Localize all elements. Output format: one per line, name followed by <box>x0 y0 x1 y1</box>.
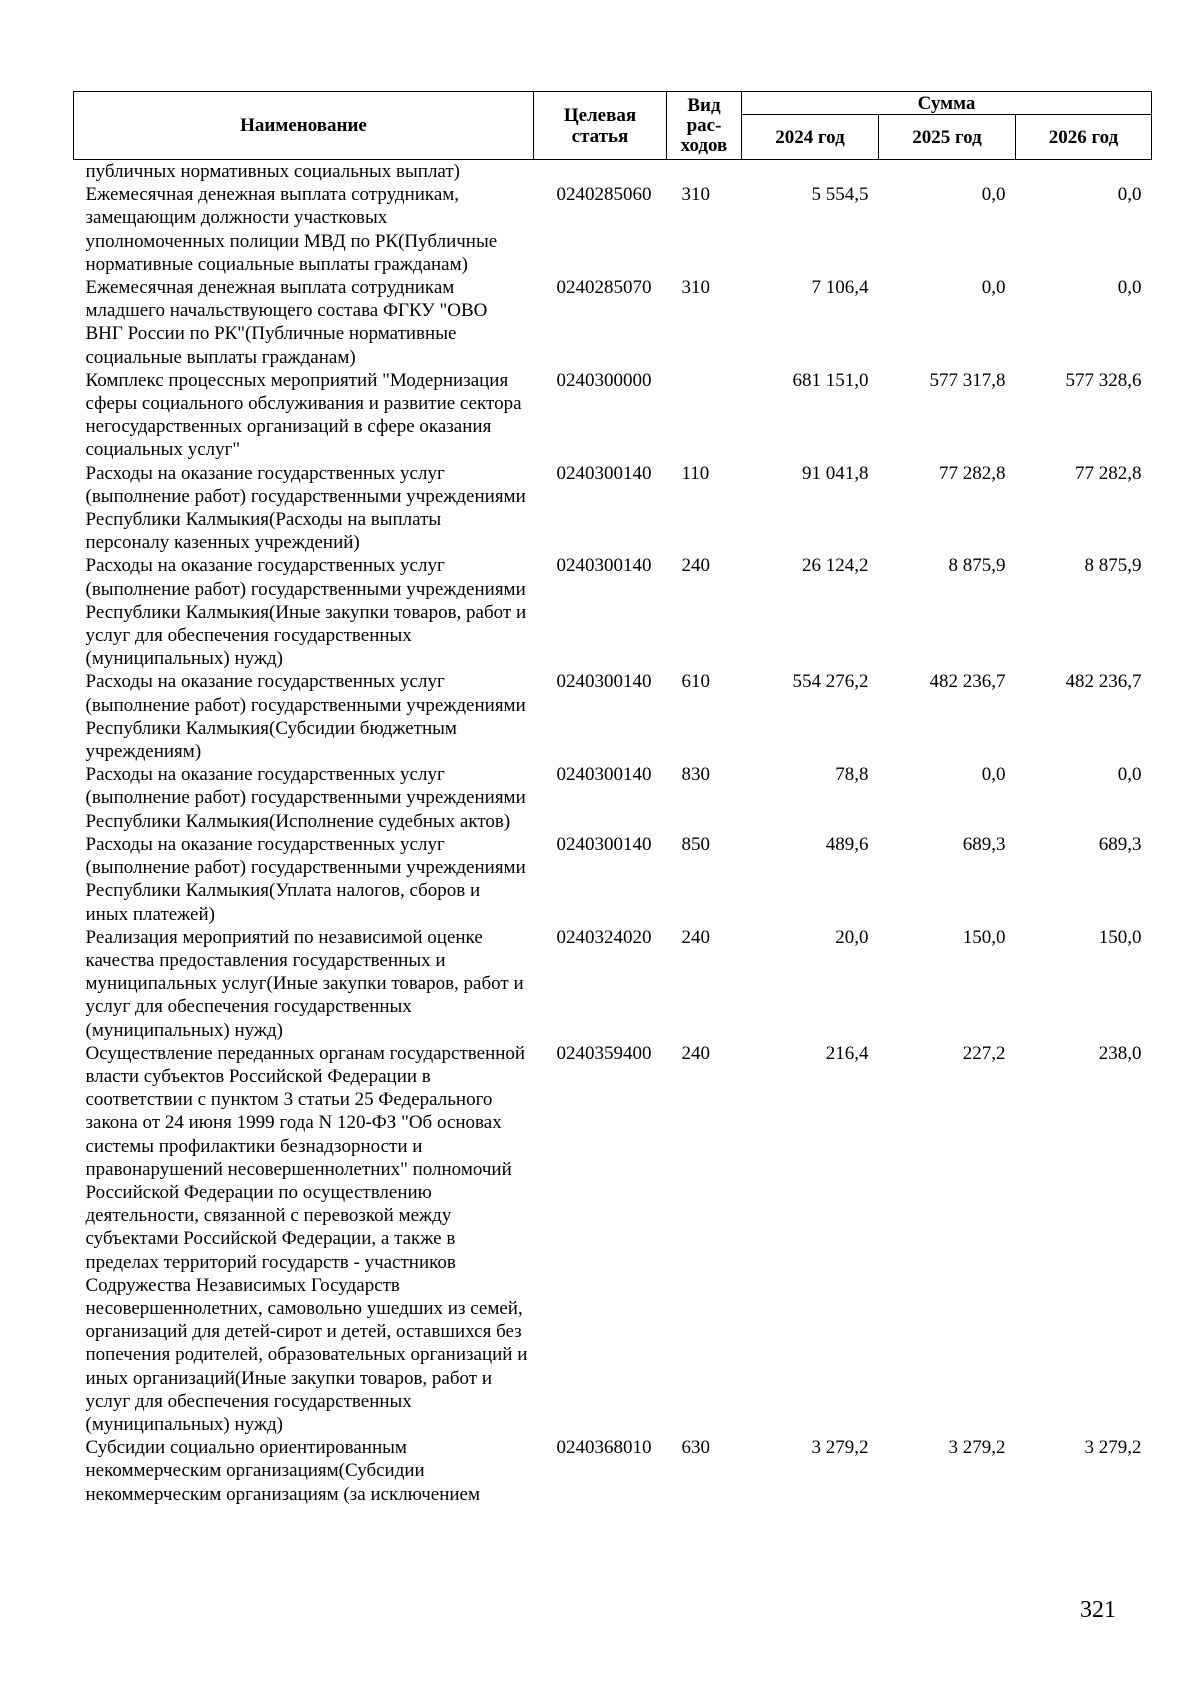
row-kind: 310 <box>681 184 710 206</box>
row-kind: 610 <box>681 671 710 693</box>
table-row <box>74 1042 1152 1436</box>
row-amount-2025: 0,0 <box>981 184 1006 206</box>
row-amount-2024: 489,6 <box>825 833 869 855</box>
table-row <box>74 183 1152 276</box>
row-amount-2024: 3 279,2 <box>811 1437 869 1459</box>
row-amount-2026 <box>1016 160 1152 184</box>
row-code <box>534 160 667 184</box>
row-amount-2025: 3 279,2 <box>948 1437 1006 1459</box>
row-amount-2025: 0,0 <box>981 277 1006 299</box>
table-row <box>74 462 1152 555</box>
row-code: 0240359400 <box>556 1042 652 1064</box>
table-row <box>74 833 1152 926</box>
row-name: публичных нормативных социальных выплат) <box>85 161 460 182</box>
row-amount-2025: 0,0 <box>981 764 1006 786</box>
table-row <box>74 763 1152 833</box>
header-year-2026: 2026 год <box>1016 115 1152 160</box>
row-kind: 240 <box>681 555 710 577</box>
table-row <box>74 1436 1152 1506</box>
row-name: Расходы на оказание государственных услуг (выполнение работ) государственными учреждениями Республики Калмыкия(Уплата налогов, сборов и иных платежей) <box>85 833 526 925</box>
row-amount-2025: 482 236,7 <box>929 671 1006 693</box>
row-code: 0240300140 <box>556 764 652 786</box>
row-amount-2026: 577 328,6 <box>1065 369 1142 391</box>
row-code: 0240285060 <box>556 184 652 206</box>
row-amount-2025: 577 317,8 <box>929 369 1006 391</box>
row-amount-2026: 482 236,7 <box>1065 671 1142 693</box>
table-row <box>74 926 1152 1042</box>
table-row <box>74 160 1152 184</box>
row-kind: 310 <box>681 277 710 299</box>
row-amount-2026: 3 279,2 <box>1084 1437 1142 1459</box>
row-name: Реализация мероприятий по независимой оценке качества предоставления государственных и муниципальных услуг(Иные закупки товаров, работ и услуг для обеспечения государственных (муниципальных) нужд) <box>85 926 524 1041</box>
row-amount-2024: 681 151,0 <box>792 369 869 391</box>
row-kind <box>667 369 742 462</box>
header-name: Наименование <box>74 92 534 160</box>
row-name: Расходы на оказание государственных услуг (выполнение работ) государственными учреждениями Республики Калмыкия(Иные закупки товаров, работ и услуг для обеспечения государственных (муниципальных) нужд) <box>85 555 527 670</box>
row-amount-2024: 20,0 <box>835 926 869 948</box>
row-kind <box>667 160 742 184</box>
table-row <box>74 369 1152 462</box>
row-kind: 830 <box>681 764 710 786</box>
row-amount-2026: 0,0 <box>1117 184 1142 206</box>
row-amount-2024: 91 041,8 <box>802 462 869 484</box>
page-number: 321 <box>1080 1597 1116 1623</box>
row-amount-2025: 227,2 <box>962 1042 1006 1064</box>
row-amount-2026: 0,0 <box>1117 277 1142 299</box>
row-amount-2024: 78,8 <box>835 764 869 786</box>
row-kind: 850 <box>681 833 710 855</box>
row-kind: 110 <box>681 462 710 484</box>
row-name: Расходы на оказание государственных услуг (выполнение работ) государственными учреждениями Республики Калмыкия(Исполнение судебных актов) <box>85 764 526 832</box>
row-amount-2024: 216,4 <box>825 1042 869 1064</box>
header-year-2025: 2025 год <box>879 115 1016 160</box>
row-kind: 240 <box>681 1042 710 1064</box>
row-name: Ежемесячная денежная выплата сотрудникам, замещающим должности участковых уполномоченных полиции МВД по РК(Публичные нормативные социальные выплаты гражданам) <box>85 184 498 275</box>
row-amount-2024: 7 106,4 <box>811 277 869 299</box>
row-name: Расходы на оказание государственных услуг (выполнение работ) государственными учреждениями Республики Калмыкия(Расходы на выплаты персоналу казенных учреждений) <box>85 462 526 554</box>
table-row <box>74 670 1152 763</box>
table-row <box>74 554 1152 670</box>
row-name: Осуществление переданных органам государственной власти субъектов Российской Федерации в соответствии с пунктом 3 статьи 25 Федерального закона от 24 июня 1999 года N 120-ФЗ "Об основах системы профилактики безнадзорности и правонарушений несовершеннолетних" полномочий Российской Федерации по осуществлению деятельности, связанной с перевозкой между субъектами Российской Федерации, а также в пределах территорий государств - участников Содружества Независимых Государств несовершеннолетних, самовольно ушедших из семей, организаций для детей-сирот и детей, оставшихся без попечения родителей, образовательных организаций и иных организаций(Иные закупки товаров, работ и услуг для обеспечения государственных (муниципальных) нужд) <box>85 1042 528 1435</box>
row-code: 0240300140 <box>556 462 652 484</box>
row-amount-2026: 77 282,8 <box>1075 462 1142 484</box>
row-code: 0240300140 <box>556 555 652 577</box>
row-name: Ежемесячная денежная выплата сотрудникам младшего начальствующего состава ФГКУ "ОВО ВНГ России по РК"(Публичные нормативные социальные выплаты гражданам) <box>85 277 488 368</box>
row-code: 0240324020 <box>556 926 652 948</box>
row-name: Субсидии социально ориентированным некоммерческим организациям(Субсидии некоммерческим организациям (за исключением <box>85 1437 481 1505</box>
row-amount-2026: 150,0 <box>1098 926 1142 948</box>
row-code: 0240368010 <box>556 1437 652 1459</box>
table-row <box>74 276 1152 369</box>
row-kind: 630 <box>681 1437 710 1459</box>
row-code: 0240300000 <box>556 369 652 391</box>
row-amount-2025 <box>879 160 1016 184</box>
budget-table <box>73 91 1152 1506</box>
header-code: Целевая статья <box>534 92 667 160</box>
row-code: 0240285070 <box>556 277 652 299</box>
row-amount-2024: 5 554,5 <box>811 184 869 206</box>
row-amount-2025: 689,3 <box>962 833 1006 855</box>
row-amount-2025: 8 875,9 <box>948 555 1006 577</box>
row-amount-2024: 26 124,2 <box>802 555 869 577</box>
row-amount-2026: 8 875,9 <box>1084 555 1142 577</box>
row-amount-2026: 689,3 <box>1098 833 1142 855</box>
row-name: Расходы на оказание государственных услуг (выполнение работ) государственными учреждениями Республики Калмыкия(Субсидии бюджетным учреждениям) <box>85 671 526 763</box>
row-amount-2026: 238,0 <box>1098 1042 1142 1064</box>
row-amount-2025: 150,0 <box>962 926 1006 948</box>
header-year-2024: 2024 год <box>742 115 879 160</box>
row-amount-2025: 77 282,8 <box>939 462 1006 484</box>
row-amount-2024: 554 276,2 <box>792 671 869 693</box>
row-amount-2026: 0,0 <box>1117 764 1142 786</box>
header-sum: Сумма <box>742 92 1152 115</box>
row-kind: 240 <box>681 926 710 948</box>
row-code: 0240300140 <box>556 833 652 855</box>
row-name: Комплекс процессных мероприятий "Модернизация сферы социального обслуживания и развитие сектора негосударственных организаций в сфере оказания социальных услуг" <box>85 369 522 461</box>
row-code: 0240300140 <box>556 671 652 693</box>
row-amount-2024 <box>742 160 879 184</box>
table-header <box>74 92 1152 160</box>
table-body <box>74 160 1152 1506</box>
header-kind: Вид рас-ходов <box>667 92 742 160</box>
